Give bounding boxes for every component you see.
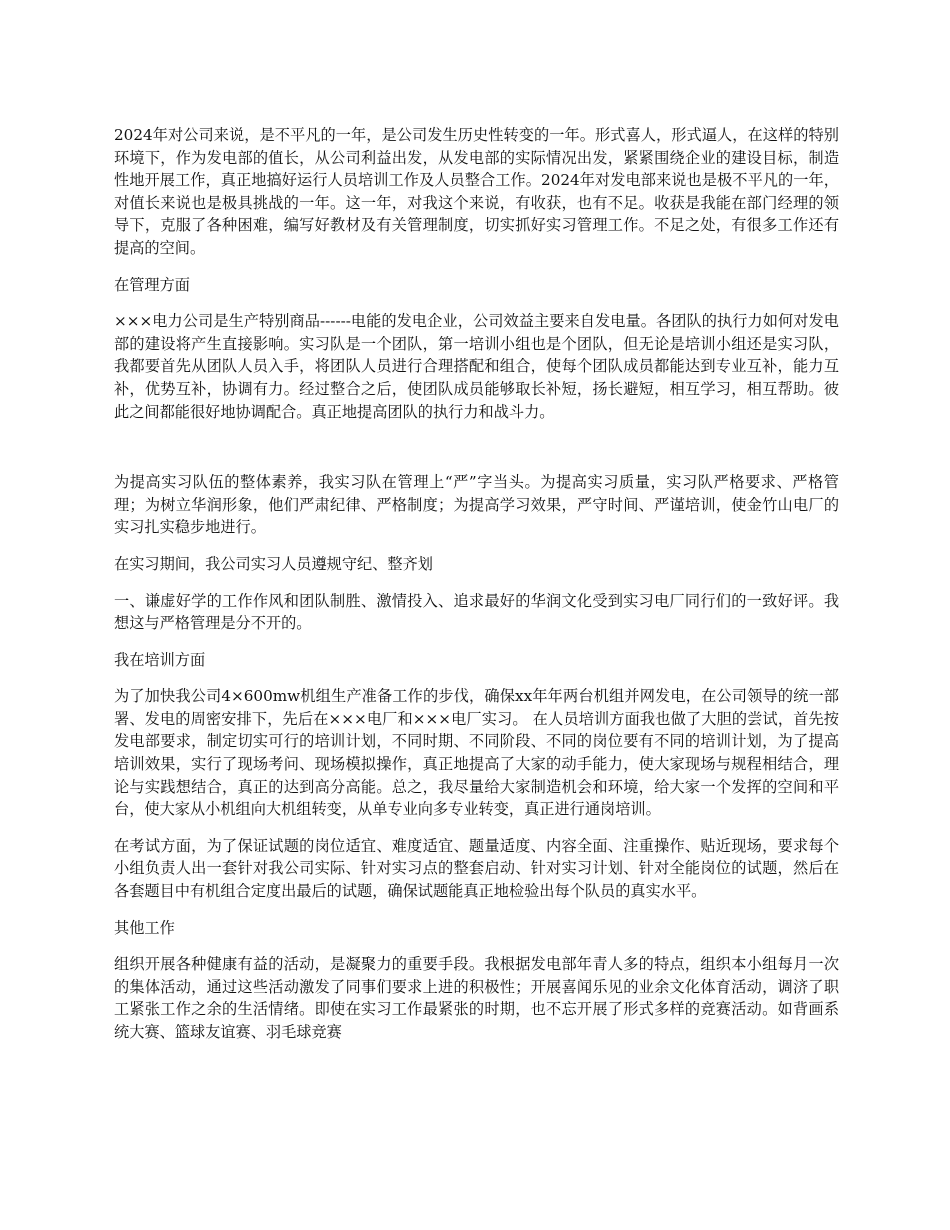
blank-gap [114,437,839,471]
section-heading-management: 在管理方面 [114,275,190,294]
paragraph-intro: 2024年对公司来说，是不平凡的一年，是公司发生历史性转变的一年。形式喜人，形式逼人，在这样的特别环境下，作为发电部的值长，从公司利益出发，从发电部的实际情况出发，紧紧围绕企业的建设目标，制造性地开展工作，真正地搞好运行人员培训工作及人员整合工作。2024年对发电部来说也是极不平凡的一年，对值长来说也是极具挑战的一年。这一年，对我这个来说，有收获，也有不足。收获是我能在部门经理的领导下，克服了各种困难，编写好教材及有关管理制度，切实抓好实习管理工作。不足之处，有很多工作还有提高的空间。 [114,126,839,257]
section-heading-training: 我在培训方面 [114,650,206,669]
paragraph-exams: 在考试方面，为了保证试题的岗位适宜、难度适宜、题量适度、内容全面、注重操作、贴近现场，要求每个小组负责人出一套针对我公司实际、针对实习点的整套启动、针对实习计划、针对全能岗位的试题，然后在各套题目中有机组合定度出最后的试题，确保试题能真正地检验出每个队员的真实水平。 [114,836,839,901]
section-heading-other-work: 其他工作 [114,918,175,937]
document-body [114,124,839,1058]
paragraph-internship-period: 在实习期间，我公司实习人员遵规守纪、整齐划 [114,554,433,573]
paragraph-discipline: 为提高实习队伍的整体素养，我实习队在管理上“严”字当头。为提高实习质量，实习队严格要求、严格管理；为树立华润形象，他们严肃纪律、严格制度；为提高学习效果，严守时间、严谨培训，使金竹山电厂的实习扎实稳步地进行。 [114,473,839,537]
paragraph-management: ×××电力公司是生产特别商品------电能的发电企业，公司效益主要来自发电量。各团队的执行力如何对发电部的建设将产生直接影响。实习队是一个团队，第一培训小组也是个团队，但无论是培训小组还是实习队，我都要首先从团队人员入手，将团队人员进行合理搭配和组合，使每个团队成员都能达到专业互补，能力互补，优势互补，协调有力。经过整合之后，使团队成员能够取长补短，扬长避短，相互学习，相互帮助。彼此之间都能很好地协调配合。真正地提高团队的执行力和战斗力。 [114,312,839,421]
paragraph-work-style: 一、谦虚好学的工作作风和团队制胜、激情投入、追求最好的华润文化受到实习电厂同行们的一致好评。我想这与严格管理是分不开的。 [114,591,839,633]
paragraph-training: 为了加快我公司4×600mw机组生产准备工作的步伐，确保xx年年两台机组并网发电，在公司领导的统一部署、发电的周密安排下，先后在×××电厂和×××电厂实习。 在人员培训方面我也做了大胆的尝试，首先按发电部要求，制定切实可行的培训计划，不同时期、不同阶段、不同的岗位要有不同的培训计划，为了提高培训效果，实行了现场考问、现场模拟操作，真正地提高了大家的动手能力，使大家现场与规程相结合，理论与实践想结合，真正的达到高分高能。总之，我尽量给大家制造机会和环境，给大家一个发挥的空间和平台，使大家从小机组向大机组转变，从单专业向多专业转变，真正进行通岗培训。 [114,687,839,819]
paragraph-activities: 组织开展各种健康有益的活动，是凝聚力的重要手段。我根据发电部年青人多的特点，组织本小组每月一次的集体活动，通过这些活动激发了同事们要求上进的积极性；开展喜闻乐见的业余文化体育活动，调济了职工紧张工作之余的生活情绪。即使在实习工作最紧张的时期，也不忘开展了形式多样的竞赛活动。如背画系统大赛、篮球友谊赛、羽毛球竞赛 [114,955,839,1041]
